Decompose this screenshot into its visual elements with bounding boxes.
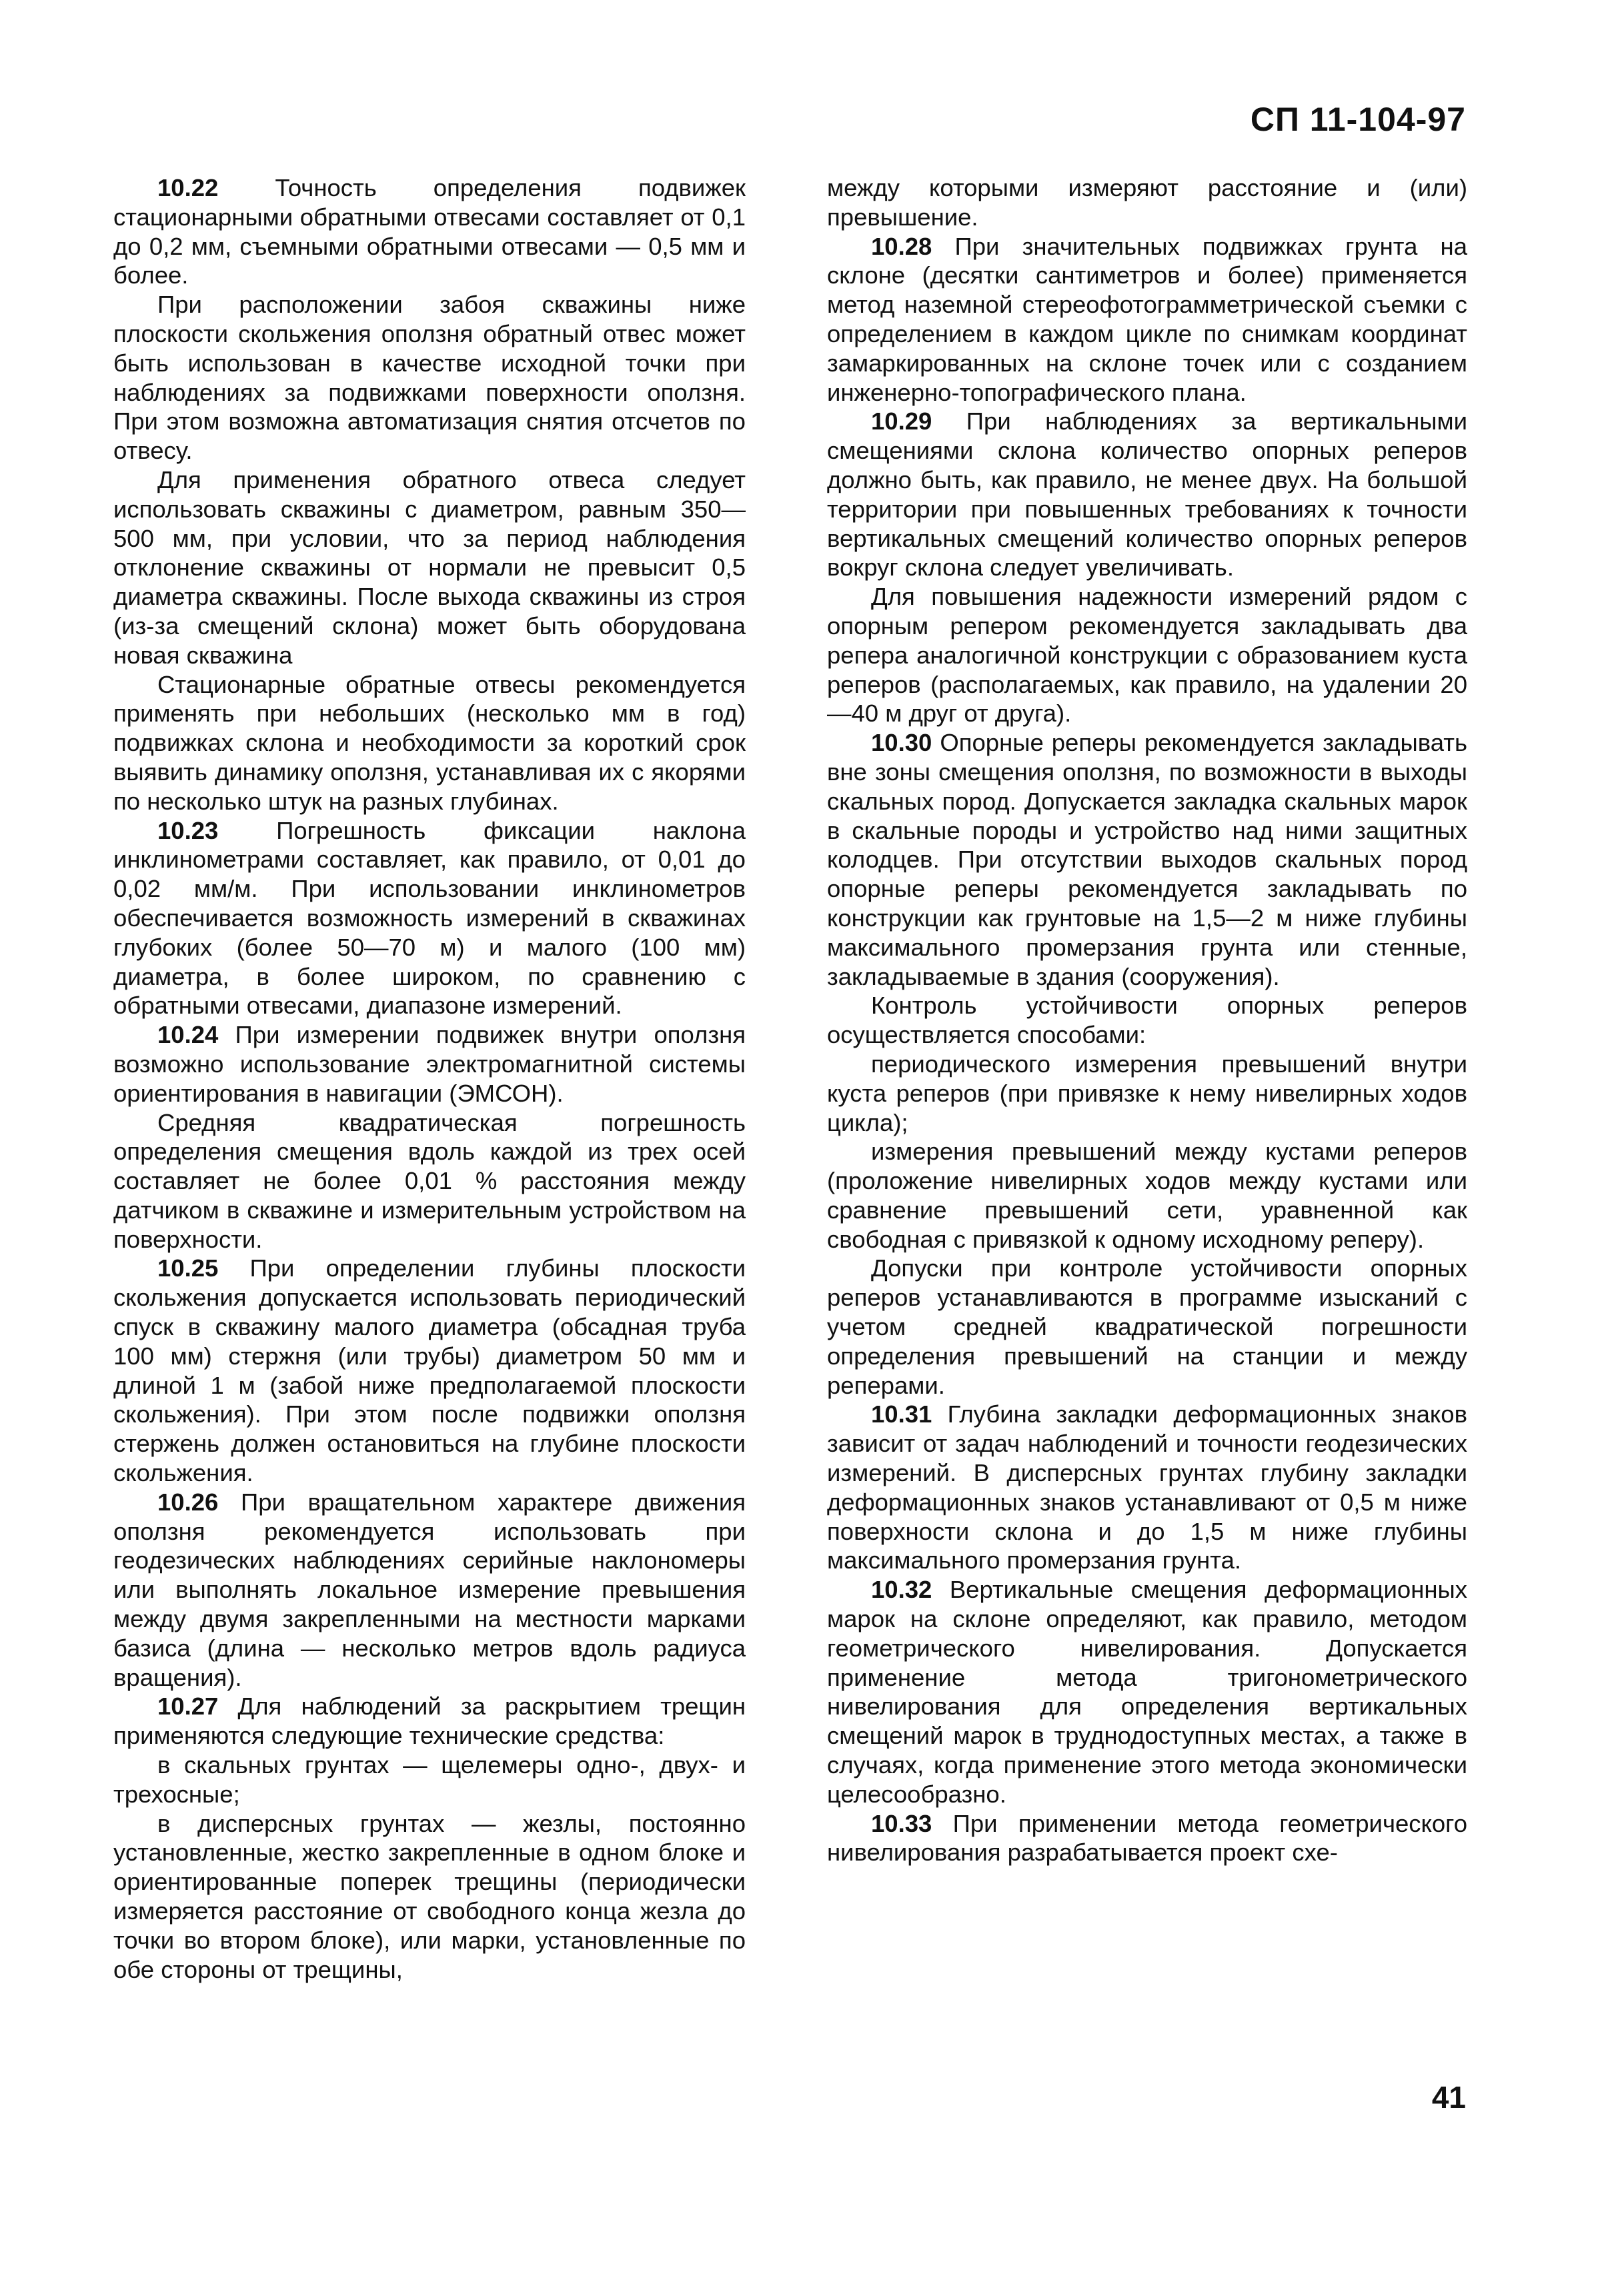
paragraph [113, 816, 746, 1021]
clause-number: 10.31 [871, 1400, 932, 1428]
paragraph [113, 1488, 746, 1692]
clause-number: 10.23 [157, 816, 219, 844]
clause-number: 10.28 [871, 232, 932, 260]
clause-number: 10.26 [157, 1488, 219, 1516]
paragraph-text: При применении метода геометрического нивелирования разрабатывается проект схе- [827, 1809, 1467, 1867]
left-column [113, 173, 746, 1984]
paragraph-text: Стационарные обратные отвесы рекомендуется применять при небольших (несколько мм в год) подвижках склона и необходимости за короткий срок выявить динамику оползня, устанавливая их с якорями по несколько штук на разных глубинах. [113, 670, 746, 815]
paragraph-text: в дисперсных грунтах — жезлы, постоянно установленные, жестко закрепленные в одном блоке и ориентированные поперек трещины (периодически измеряется расстояние от свободного конца жезла до точки во втором блоке), или марки, установленные по обе стороны от трещины, [113, 1809, 746, 1983]
paragraph-text: Точность определения подвижек стационарными обратными отвесами составляет от 0,1 до 0,2 мм, съемными обратными отвесами — 0,5 мм и более. [113, 174, 746, 289]
clause-number: 10.30 [871, 729, 932, 757]
paragraph [113, 670, 746, 816]
paragraph-text: Погрешность фиксации наклона инклинометрами составляет, как правило, от 0,01 до 0,02 мм/м. При использовании инклинометров обеспечивается возможность измерений в скважинах глубоких (более 50—70 м) и малого (100 мм) диаметра, в более широком, по сравнению с обратными отвесами, диапазоне измерений. [113, 816, 746, 1020]
paragraph [827, 173, 1467, 232]
paragraph-text: Глубина закладки деформационных знаков зависит от задач наблюдений и точности геодезических измерений. В дисперсных грунтах глубину закладки деформационных знаков устанавливают от 0,5 м ниже поверхности склона и до 1,5 м ниже глубины максимального промерзания грунта. [827, 1400, 1467, 1574]
paragraph-text: Вертикальные смещения деформационных марок на склоне определяют, как правило, методом геометрического нивелирования. Допускается применение метода тригонометрического нивелирования для определения вертикальных смещений марок в труднодоступных местах, а также в случаях, когда применение этого метода экономически целесообразно. [827, 1576, 1467, 1808]
paragraph-text: в скальных грунтах — щелемеры одно-, двух- и трехосные; [113, 1751, 746, 1808]
clause-number: 10.25 [157, 1254, 219, 1282]
paragraph [827, 582, 1467, 728]
paragraph-text: При вращательном характере движения оползня рекомендуется использовать при геодезических наблюдениях серийные наклономеры или выполнять локальное измерение превышения между двумя закрепленными на местности марками базиса (длина — несколько метров вдоль радиуса вращения). [113, 1488, 746, 1691]
clause-number: 10.22 [157, 174, 219, 201]
paragraph [113, 290, 746, 465]
paragraph [113, 465, 746, 670]
paragraph-text: Допуски при контроле устойчивости опорных реперов устанавливаются в программе изысканий с учетом средней квадратической погрешности определения превышений на станции и между реперами. [827, 1254, 1467, 1399]
paragraph [113, 1751, 746, 1809]
paragraph-text: Контроль устойчивости опорных реперов осуществляется способами: [827, 992, 1467, 1049]
paragraph [827, 1809, 1467, 1868]
right-column [827, 173, 1467, 1867]
paragraph [827, 1050, 1467, 1137]
paragraph-text: При наблюдениях за вертикальными смещениями склона количество опорных реперов должно быть, как правило, не менее двух. На большой территории при повышенных требованиях к точности вертикальных смещений количество опорных реперов вокруг склона следует увеличивать. [827, 407, 1467, 582]
paragraph-text: периодического измерения превышений внутри куста реперов (при привязке к нему нивелирных ходов цикла); [827, 1050, 1467, 1136]
paragraph-text: При измерении подвижек внутри оползня возможно использование электромагнитной системы ориентирования в навигации (ЭМСОН). [113, 1021, 746, 1107]
paragraph-text: измерения превышений между кустами реперов (проложение нивелирных ходов между кустами или сравнение превышений сети, уравненной как свободная с привязкой к одному исходному реперу). [827, 1138, 1467, 1253]
paragraph-text: Средняя квадратическая погрешность определения смещения вдоль каждой из трех осей составляет не более 0,01 % расстояния между датчиком в скважине и измерительным устройством на поверхности. [113, 1108, 746, 1253]
paragraph-text: Для наблюдений за раскрытием трещин применяются следующие технические средства: [113, 1692, 746, 1750]
paragraph [113, 1108, 746, 1254]
paragraph [827, 1137, 1467, 1254]
clause-number: 10.32 [871, 1576, 932, 1604]
paragraph [827, 232, 1467, 407]
page-number: 41 [1431, 2080, 1466, 2115]
paragraph [827, 991, 1467, 1050]
paragraph-text: Для повышения надежности измерений рядом с опорным репером рекомендуется закладывать два репера аналогичной конструкции с образованием куста реперов (располагаемых, как правило, на удалении 20—40 м друг от друга). [827, 583, 1467, 728]
paragraph [113, 1020, 746, 1108]
paragraph-text: между которыми измеряют расстояние и (или) превышение. [827, 174, 1467, 231]
document-code: СП 11-104-97 [1250, 101, 1466, 138]
paragraph [827, 728, 1467, 991]
paragraph-text: При значительных подвижках грунта на склоне (десятки сантиметров и более) применяется метод наземной стереофотограмметрической съемки с определением в каждом цикле по снимкам координат замаркированных на склоне точек или с созданием инженерно-топографического плана. [827, 232, 1467, 406]
paragraph-text: Для применения обратного отвеса следует использовать скважины с диаметром, равным 350—500 мм, при условии, что за период наблюдения отклонение скважины от нормали не превысит 0,5 диаметра скважины. После выхода скважины из строя (из-за смещений склона) может быть оборудована новая скважина [113, 465, 746, 669]
paragraph [827, 1575, 1467, 1809]
paragraph-text: При расположении забоя скважины ниже плоскости скольжения оползня обратный отвес может быть использован в качестве исходной точки при наблюдениях за подвижками поверхности оползня. При этом возможна автоматизация снятия отсчетов по отвесу. [113, 291, 746, 465]
paragraph-text: При определении глубины плоскости скольжения допускается использовать периодический спуск в скважину малого диаметра (обсадная труба 100 мм) стержня (или трубы) диаметром 50 мм и длиной 1 м (забой ниже предполагаемой плоскости скольжения). При этом после подвижки оползня стержень должен остановиться на глубине плоскости скольжения. [113, 1254, 746, 1487]
paragraph [827, 407, 1467, 582]
clause-number: 10.27 [157, 1692, 219, 1720]
paragraph [113, 1692, 746, 1751]
clause-number: 10.24 [157, 1021, 219, 1049]
paragraph [113, 1254, 746, 1487]
paragraph [827, 1254, 1467, 1400]
paragraph [113, 173, 746, 290]
clause-number: 10.33 [871, 1809, 932, 1837]
paragraph [113, 1809, 746, 1985]
paragraph-text: Опорные реперы рекомендуется закладывать вне зоны смещения оползня, по возможности в выходы скальных пород. Допускается закладка скальных марок в скальные породы и устройство над ними защитных колодцев. При отсутствии выходов скальных пород опорные реперы рекомендуется закладывать по конструкции как грунтовые на 1,5—2 м ниже глубины максимального промерзания грунта или стенные, закладываемые в здания (сооружения). [827, 729, 1467, 990]
paragraph [827, 1400, 1467, 1575]
clause-number: 10.29 [871, 407, 932, 435]
